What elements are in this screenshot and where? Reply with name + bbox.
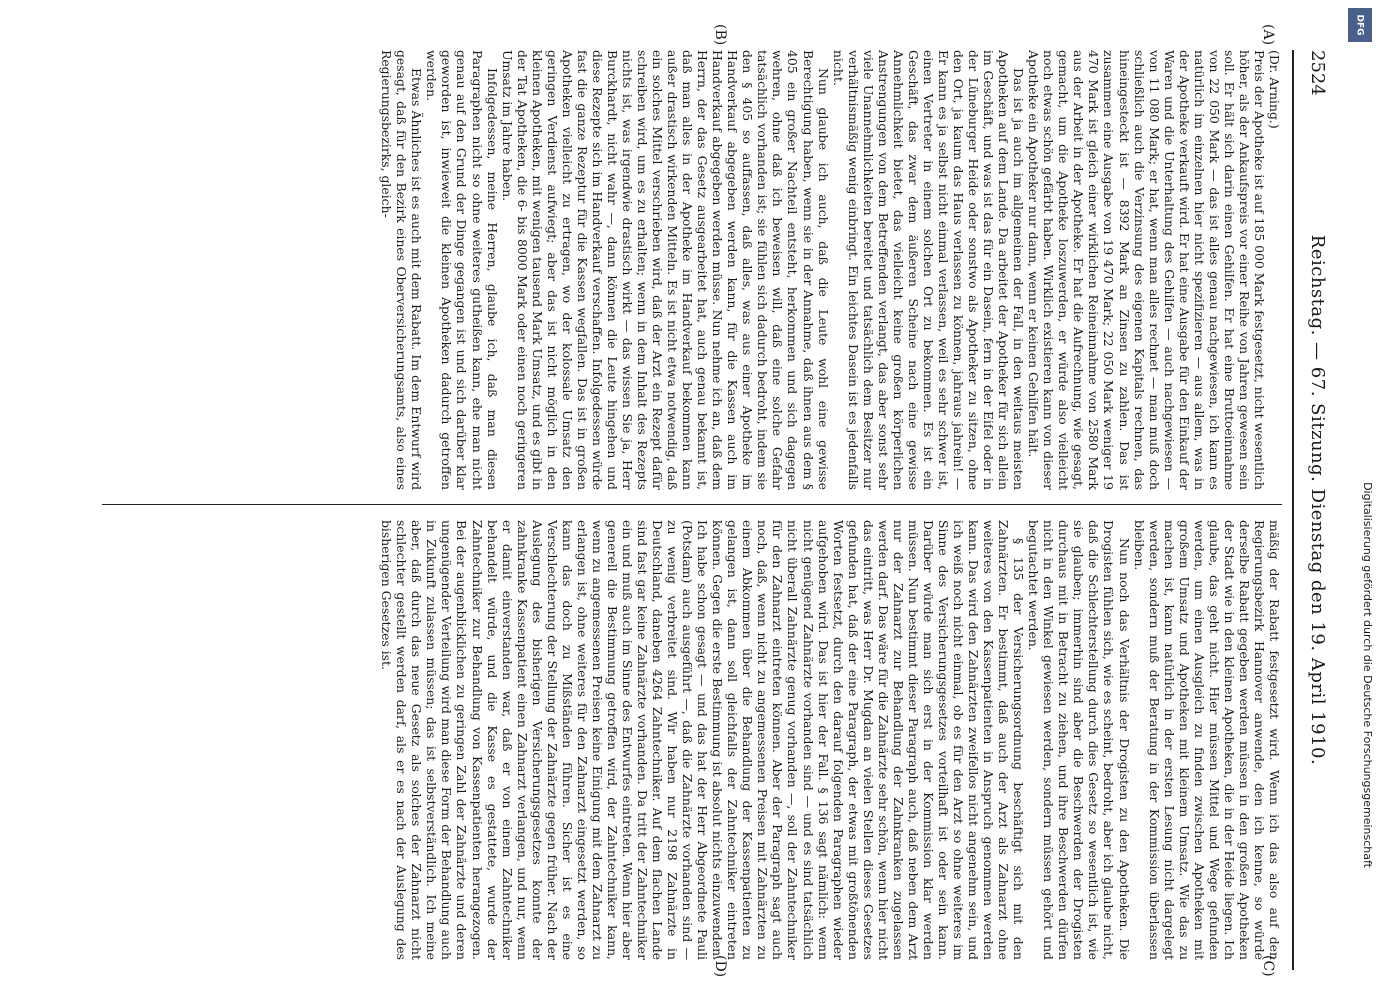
credit-text: Digitalisierung gefördert durch die Deutsche Forschungsgemeinschaft — [1361, 482, 1374, 868]
header-rule — [1292, 50, 1294, 970]
paragraph: Etwas Ähnliches ist es auch mit dem Rabatt. Im dem Entwurf wird gesagt, daß für den Bezirk eines Oberversicherungsamts, also eines Regierungsbezirks, gleich- — [379, 50, 425, 490]
paragraph: Preis der Apotheke ist auf 185 000 Mark festgesetzt, nicht wesentlich höher, als der Ankaufspreis vor einer Reihe von Jahren gewesen sein soll. Er hält sich darin einen Gehilfen. Er hat eine Bruttoeinnahme von 22 050 Mark — das ist alles genau nachgewiesen, ich kann es natürlich im einzelnen hier nicht spezifizieren — aus allem, was in der Apotheke verkauft wird. Er hat eine Ausgabe für den Einkauf der Waren und die Unterhaltung des Gehilfen — auch nachgewiesen — von 11 080 Mark; er hat, wenn man alles rechnet — man muß doch schließlich auch die Verzinsung des eigenen Kapitals rechnen, das hineingesteckt ist — 8392 Mark an Zinsen zu zahlen. Das ist zusammen eine Ausgabe von 19 470 Mark; 22 050 Mark weniger 19 470 Mark ist gleich einer wirklichen Reineinnahme von 2580 Mark aus der Arbeit in der Apotheke. Er hat die Aufrechnung, wie gesagt, gemacht, um die Apotheke loszuwerden, er würde also vielleicht noch etwas schön gefärbt haben. Wirklich existieren kann von dieser Apotheke ein Apotheker nur dann, wenn er keinen Gehilfen hält. — [1026, 50, 1267, 490]
margin-marker-b: (B) — [712, 24, 728, 46]
text-column-right — [102, 520, 1282, 960]
paragraph: Infolgedessen, meine Herren, glaube ich, daß man diesen Paragraphen nicht so ohne weiteres gutheißen kann, ehe man nicht genau auf den Grund der Dinge gegangen ist und sich darüber klar geworden ist, inwieweit die kleinen Apotheken dadurch getroffen werden. — [424, 50, 500, 490]
margin-marker-a: (A) — [1260, 24, 1276, 46]
speaker-label: (Dr. Arning.) — [1267, 50, 1282, 129]
margin-marker-c: (C) — [1260, 955, 1276, 977]
margin-marker-d: (D) — [712, 955, 728, 978]
page-title: Reichstag. — 67. Sitzung. Dienstag den 19. April 1910. — [1307, 234, 1328, 766]
scanned-page — [58, 20, 1328, 980]
paragraph: § 135 der Versicherungsordnung beschäftigt sich mit den Zahnärzten. Er bestimmt, daß auch der Arzt als Zahnarzt ohne weiteres von den Kassenpatienten in Anspruch genommen werden kann. Das wird den Zahnärzten zweifellos nicht angenehm sein, und ich weiß noch nicht einmal, ob es für den Arzt so ohne weiteres im Sinne des Versicherungsgesetzes vorteilhaft ist oder sein kann. Darüber würde man sich erst in der Kommission klar werden müssen. Nun bestimmt dieser Paragraph auch, daß neben dem Arzt nur der Zahnarzt zur Behandlung der Zahnkranken zugelassen werden darf. Das wäre für die Zahnärzte sehr schön, wenn hier nicht das eintritt, was Herr Dr. Mugdan an vielen Stellen dieses Gesetzes gefunden hat, daß der eine Paragraph, der etwas mit großtönenden Worten festsetzt, durch den darauf folgenden Paragraphen wieder aufgehoben wird. Das ist hier der Fall. § 136 sagt nämlich: wenn nicht genügend Zahnärzte vorhanden sind — und es sind tatsächlich nicht überall Zahnärzte genug vorhanden —, soll der Zahntechniker für den Zahnarzt eintreten können. Aber der Paragraph sagt auch noch, daß, wenn nicht zu angemessenen Preisen mit Zahnärzten zu einem Abkommen über die Behandlung der Kassenpatienten zu gelangen ist, dann soll gleichfalls der Zahntechniker eintreten können. Gegen die erste Bestimmung ist absolut nichts einzuwenden. Ich habe schon gesagt — und das hat der Herr Abgeordnete Pauli (Potsdam) auch ausgeführt —, daß die Zahnärzte vorhanden sind — zu wenig verbreitet sind. Wir haben nur 2198 Zahnärzte in Deutschland, daneben 4264 Zahntechniker. Auf dem flachen Lande sind fast gar keine Zahnärzte vorhanden. Da tritt der Zahntechniker ein und muß auch im Sinne des Entwurfes eintreten. Wenn hier aber generell die Bestimmung getroffen wird, der Zahntechniker kann, wenn zu angemessenen Preisen keine Einigung mit dem Zahnarzt zu erlangen ist, ohne weiteres für den Zahnarzt eingesetzt werden, so kann das doch zu Mißständen führen. Sicher ist es eine Verschlechterung der Stellung der Zahnärzte gegen früher. Nach der Auslegung des bisherigen Versicherungsgesetzes konnte der zahnkranke Kassenpatient einen Zahnarzt verlangen, und nur, wenn er damit einverstanden war, daß er von einem Zahntechniker behandelt würde, und die Kasse es gestattete, wurde der Zahntechniker zur Behandlung von Kassenpatienten herangezogen. Bei der augenblicklichen zu geringen Zahl der Zahnärzte und deren ungenügender Verteilung wird man diese Form der Behandlung auch in Zukunft zulassen müssen; das ist selbstverständlich. Ich meine aber, daß durch das neue Gesetz als solches der Zahnarzt nicht schlechter gestellt werden darf, als er es nach der Auslegung des bisherigen Gesetzes ist. — [379, 520, 1027, 960]
column-divider — [102, 504, 1282, 505]
page-number: 2524 — [1307, 50, 1328, 96]
page-header — [1298, 20, 1328, 980]
paragraph: Nun noch das Verhältnis der Drogisten zu den Apotheken. Die Drogisten fühlen sich, wie es scheint, bedroht, aber ich glaube nicht, daß die Schlechterstellung durch dies Gesetz so wesentlich ist, wie sie glauben; immerhin sind aber die Beschwerden der Drogisten durchaus mit in Betracht zu ziehen, und ihre Beschwerden dürfen nicht in den Winkel gewiesen werden, sondern müssen gehört und begutachtet werden. — [1026, 520, 1132, 960]
paragraph: Das ist ja auch im allgemeinen der Fall, in den weitaus meisten Apotheken auf dem Lande. Da arbeitet der Apotheker für sich allein im Geschäft, und was ist das für ein Dasein, fern in der Eifel oder in der Lüneburger Heide oder sonstwo als Apotheker zu sitzen, ohne den Ort, ja kaum das Haus verlassen zu können, jahraus jahrein! — Er kann es ja selbst nicht einmal verlassen, weil es sehr schwer ist, einen Vertreter in einem solchen Ort zu bekommen. Es ist ein Geschäft, das zwar dem äußeren Scheine nach eine gewisse Annehmlichkeit bietet, das vielleicht keine großen körperlichen Anstrengungen von dem Betreffenden verlangt, das aber sonst sehr viele Unannehmlichkeiten bereitet und tatsächlich dem Besitzer nur verhältnismäßig wenig einbringt. Ein leichtes Dasein ist es jedenfalls nicht. — [830, 50, 1027, 490]
text-column-left — [102, 50, 1282, 490]
paragraph: mäßig der Rabatt festgesetzt wird. Wenn ich das also auf den Regierungsbezirk Hannover anwende, den ich kenne, so würde derselbe Rabatt gegeben werden müssen in den großen Apotheken der Stadt wie in den kleinen Apotheken, die in der Heide liegen. Ich glaube, das geht nicht. Hier müssen Mittel und Wege gefunden werden, um einen Ausgleich zu finden zwischen Apotheken mit großem Umsatz und Apotheken mit kleinem Umsatz. Wie das zu machen ist, kann natürlich in der ersten Lesung nicht dargelegt werden, sondern muß der Beratung in der Kommission überlassen bleiben. — [1131, 520, 1282, 960]
dfg-logo-icon: DFG — [1348, 8, 1372, 42]
paragraph: Nun glaube ich auch, daß die Leute wohl eine gewisse Berechtigung haben, wenn sie in der Annahme, daß ihnen aus dem § 405 ein großer Nachteil entsteht, herkommen und sich dagegen wehren, ohne daß ich beweisen will, daß eine solche Gefahr tatsächlich vorhanden ist; sie fühlen sich dadurch bedroht, indem sie den § 405 so auffassen, daß alles, was aus einer Apotheke im Handverkauf abgegeben werden kann, für die Kassen auch im Handverkauf abgegeben werden müsse. Nun nehme ich an, daß dem Herrn, der das Gesetz ausgearbeitet hat, auch genau bekannt ist, daß man alles in der Apotheke im Handverkauf bekommen kann außer drastisch wirkenden Mitteln. Es ist nicht etwa notwendig, daß ein solches Mittel verschrieben wird, daß der Arzt ein Rezept dafür schreiben wird, um es zu erhalten; wenn in dem Inhalt des Rezepts nichts ist, was irgendwie drastisch wirkt — das wissen Sie ja, Herr Burckhardt, nicht wahr —, dann können die Leute hingehen und diese Rezepte sich im Handverkauf verschaffen. Infolgedessen würde fast die ganze Rezeptur für die Kassen wegfallen. Das ist in großen Apotheken vielleicht zu ertragen, wo der kolossale Umsatz den geringen Verdienst aufwiegt; aber das ist nicht möglich in den kleinen Apotheken, mit wenigen tausend Mark Umsatz, und es gibt in der Tat Apotheken, die 6- bis 8000 Mark oder einen noch geringeren Umsatz im Jahre haben. — [499, 50, 831, 490]
digitization-credit — [1346, 8, 1380, 993]
